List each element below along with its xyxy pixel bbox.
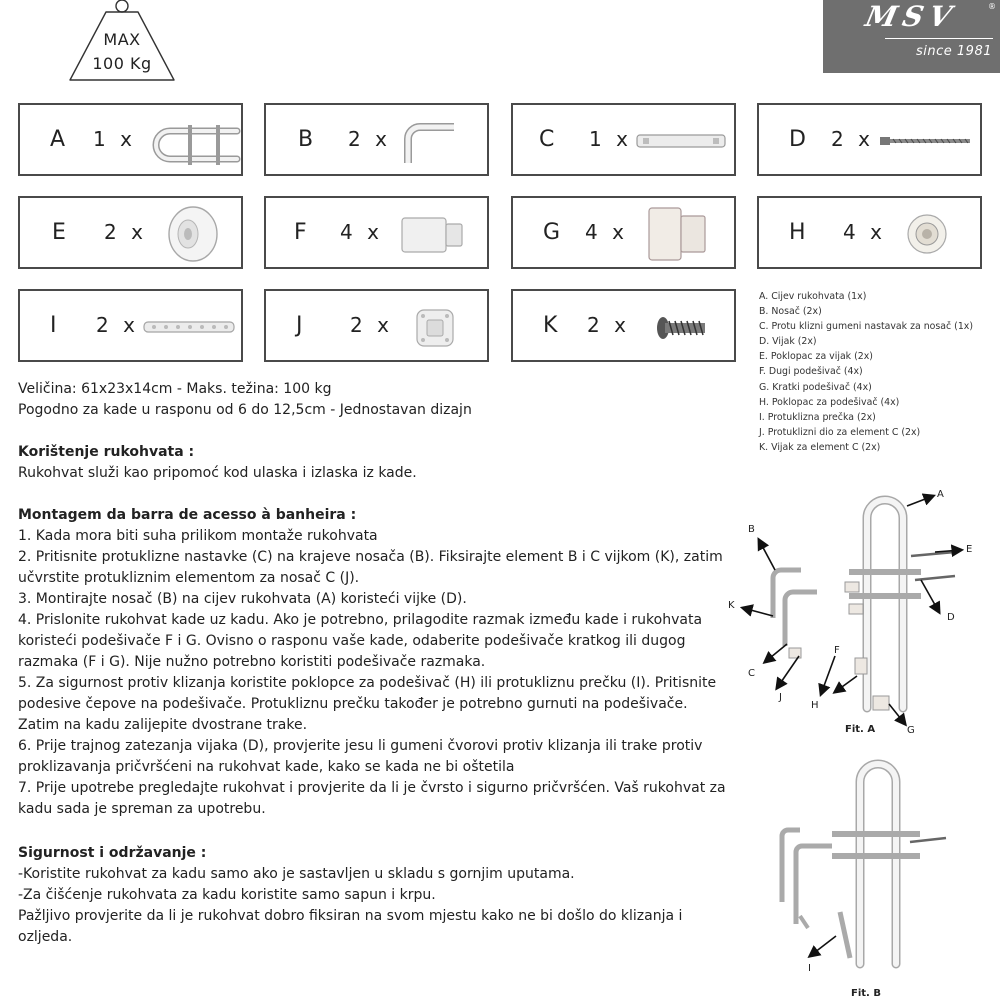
weight-value: 100 Kg bbox=[92, 54, 152, 73]
callout-k: K bbox=[728, 600, 735, 611]
legend-item: F. Dugi podešivač (4x) bbox=[759, 366, 863, 378]
part-box-j bbox=[264, 289, 489, 362]
figure-b-assembly-view bbox=[760, 752, 1000, 972]
part-qty: 2 x bbox=[350, 313, 393, 337]
bracket-icon bbox=[398, 117, 458, 165]
part-box-g bbox=[511, 196, 736, 269]
assembly-step: razmaka (F i G). Nije nužno potrebno koristiti podešivače razmaka. bbox=[18, 654, 486, 670]
figure-b-caption: Fit. B bbox=[851, 988, 881, 999]
screw-icon bbox=[655, 315, 709, 341]
brand-tagline: since 1981 bbox=[916, 44, 992, 59]
part-letter: C bbox=[539, 127, 555, 152]
callout-b: B bbox=[748, 524, 755, 535]
part-box-i bbox=[18, 289, 243, 362]
part-letter: I bbox=[50, 313, 57, 338]
assembly-step: 5. Za sigurnost protiv klizanja koristite poklopce za podešivač (H) ili protukliznu prečku (I). Pritisnite bbox=[18, 675, 717, 691]
assembly-step: 1. Kada mora biti suha prilikom montaže rukohvata bbox=[18, 528, 378, 544]
safety-section bbox=[18, 843, 682, 948]
callout-g: G bbox=[907, 725, 915, 736]
assembly-section bbox=[18, 505, 726, 820]
parts-legend bbox=[759, 289, 999, 455]
part-letter: D bbox=[789, 127, 806, 152]
safety-line: Pažljivo provjerite da li je rukohvat dobro fiksiran na svom mjestu kako ne bi došlo do klizanja i bbox=[18, 908, 683, 924]
part-box-c bbox=[511, 103, 736, 176]
anti-slip-bar-icon bbox=[142, 319, 236, 335]
part-qty: 2 x bbox=[831, 127, 874, 151]
weight-max-label: MAX bbox=[103, 30, 141, 49]
safety-line: -Koristite rukohvat za kadu samo ako je sastavljen u skladu s gornjim uputama. bbox=[18, 866, 575, 882]
part-letter: B bbox=[298, 127, 314, 152]
legend-item: K. Vijak za element C (2x) bbox=[759, 441, 881, 453]
usage-text: Rukohvat služi kao pripomoć kod ulaska i izlaska iz kade. bbox=[18, 465, 417, 481]
part-qty: 4 x bbox=[585, 220, 628, 244]
part-box-b bbox=[264, 103, 489, 176]
spec-line: Pogodno za kade u rasponu od 6 do 12,5cm - Jednostavan dizajn bbox=[18, 402, 472, 418]
brand-name: MSV bbox=[862, 0, 961, 33]
part-box-d bbox=[757, 103, 982, 176]
safety-heading: Sigurnost i održavanje : bbox=[18, 845, 207, 861]
part-qty: 2 x bbox=[348, 127, 391, 151]
legend-item: I. Protuklizna prečka (2x) bbox=[759, 411, 876, 423]
specs bbox=[18, 379, 472, 421]
long-spacer-icon bbox=[398, 212, 468, 258]
safety-line: -Za čišćenje rukohvata za kadu koristite samo sapun i krpu. bbox=[18, 887, 436, 903]
part-box-e bbox=[18, 196, 243, 269]
assembly-step: 2. Pritisnite protuklizne nastavke (C) na krajeve nosača (B). Fiksirajte element B i C vijkom (K), zatim bbox=[18, 549, 723, 565]
assembly-step: učvrstite protukliznim elementom za nosač C (J). bbox=[18, 570, 360, 586]
part-letter: J bbox=[296, 313, 303, 338]
part-box-h bbox=[757, 196, 982, 269]
legend-item: D. Vijak (2x) bbox=[759, 336, 817, 348]
legend-item: J. Protuklizni dio za element C (2x) bbox=[759, 426, 921, 438]
callout-d: D bbox=[947, 612, 955, 623]
logo-divider bbox=[885, 38, 993, 39]
callout-a: A bbox=[937, 489, 944, 500]
spacer-cap-icon bbox=[905, 212, 949, 256]
assembly-step: 4. Prislonite rukohvat kade uz kadu. Ako je potrebno, prilagodite razmak između kade i rukohvata bbox=[18, 612, 703, 628]
assembly-step: koristeći podešivače F i G. Ovisno o rasponu vaše kade, odaberite podešivače kratkog ili dugog bbox=[18, 633, 686, 649]
assembly-step: podesive čepove na podešivače. Protukliznu prečku također je potrebno gurnuti na podešivače. bbox=[18, 696, 688, 712]
anti-slip-pad-icon bbox=[414, 307, 456, 349]
part-qty: 1 x bbox=[93, 127, 136, 151]
part-qty: 2 x bbox=[96, 313, 139, 337]
legend-item: A. Cijev rukohvata (1x) bbox=[759, 291, 867, 302]
part-qty: 2 x bbox=[587, 313, 630, 337]
assembly-step: 7. Prije upotrebe pregledajte rukohvat i provjerite da li je čvrsto i sigurno pričvršćen. Vaš rukohvat za bbox=[18, 780, 726, 796]
assembly-step: 6. Prije trajnog zatezanja vijaka (D), provjerite jesu li gumeni čvorovi protiv klizanja ili trake protiv bbox=[18, 738, 703, 754]
bolt-cover-icon bbox=[166, 204, 220, 264]
part-box-a bbox=[18, 103, 243, 176]
brand-logo bbox=[823, 0, 1000, 73]
part-letter: K bbox=[543, 313, 558, 338]
usage-section bbox=[18, 442, 417, 484]
legend-item: C. Protu klizni gumeni nastavak za nosač (1x) bbox=[759, 321, 973, 333]
part-letter: H bbox=[789, 220, 806, 245]
part-qty: 4 x bbox=[843, 220, 886, 244]
max-weight-badge bbox=[66, 0, 178, 86]
part-qty: 1 x bbox=[589, 127, 632, 151]
assembly-step: proklizavanja pričvršćeni na rukohvat kade, kako se kada ne bi oštetila bbox=[18, 759, 515, 775]
spec-line: Veličina: 61x23x14cm - Maks. težina: 100 kg bbox=[18, 381, 332, 397]
callout-j: J bbox=[779, 692, 782, 703]
safety-line: ozljeda. bbox=[18, 929, 73, 945]
assembly-step: 3. Montirajte nosač (B) na cijev rukohvata (A) koristeći vijke (D). bbox=[18, 591, 467, 607]
part-qty: 4 x bbox=[340, 220, 383, 244]
legend-item: G. Kratki podešivač (4x) bbox=[759, 381, 872, 393]
assembly-heading: Montagem da barra de acesso à banheira : bbox=[18, 507, 357, 523]
grab-bar-tube-icon bbox=[132, 115, 242, 165]
legend-item: E. Poklopac za vijak (2x) bbox=[759, 351, 873, 363]
part-letter: G bbox=[543, 220, 561, 245]
part-letter: A bbox=[50, 127, 66, 152]
rubber-cap-icon bbox=[635, 131, 727, 151]
assembly-step: Zatim na kadu zalijepite dvostrane trake. bbox=[18, 717, 308, 733]
figure-a-caption: Fit. A bbox=[845, 724, 876, 735]
usage-heading: Korištenje rukohvata : bbox=[18, 444, 195, 460]
legend-item: B. Nosač (2x) bbox=[759, 306, 822, 318]
callout-c: C bbox=[748, 668, 755, 679]
part-box-f bbox=[264, 196, 489, 269]
part-letter: E bbox=[52, 220, 66, 245]
legend-item: H. Poklopac za podešivač (4x) bbox=[759, 396, 900, 408]
part-letter: F bbox=[294, 220, 307, 245]
callout-f: F bbox=[834, 645, 840, 656]
part-qty: 2 x bbox=[104, 220, 147, 244]
figure-a-exploded-view bbox=[725, 478, 1000, 740]
callout-h: H bbox=[811, 700, 819, 711]
registered-mark: ® bbox=[988, 2, 996, 11]
callout-e: E bbox=[966, 544, 973, 555]
assembly-step: kadu sada je spreman za upotrebu. bbox=[18, 801, 266, 817]
callout-i: I bbox=[808, 963, 811, 974]
part-box-k bbox=[511, 289, 736, 362]
short-spacer-icon bbox=[643, 204, 713, 264]
bolt-icon bbox=[879, 133, 971, 149]
